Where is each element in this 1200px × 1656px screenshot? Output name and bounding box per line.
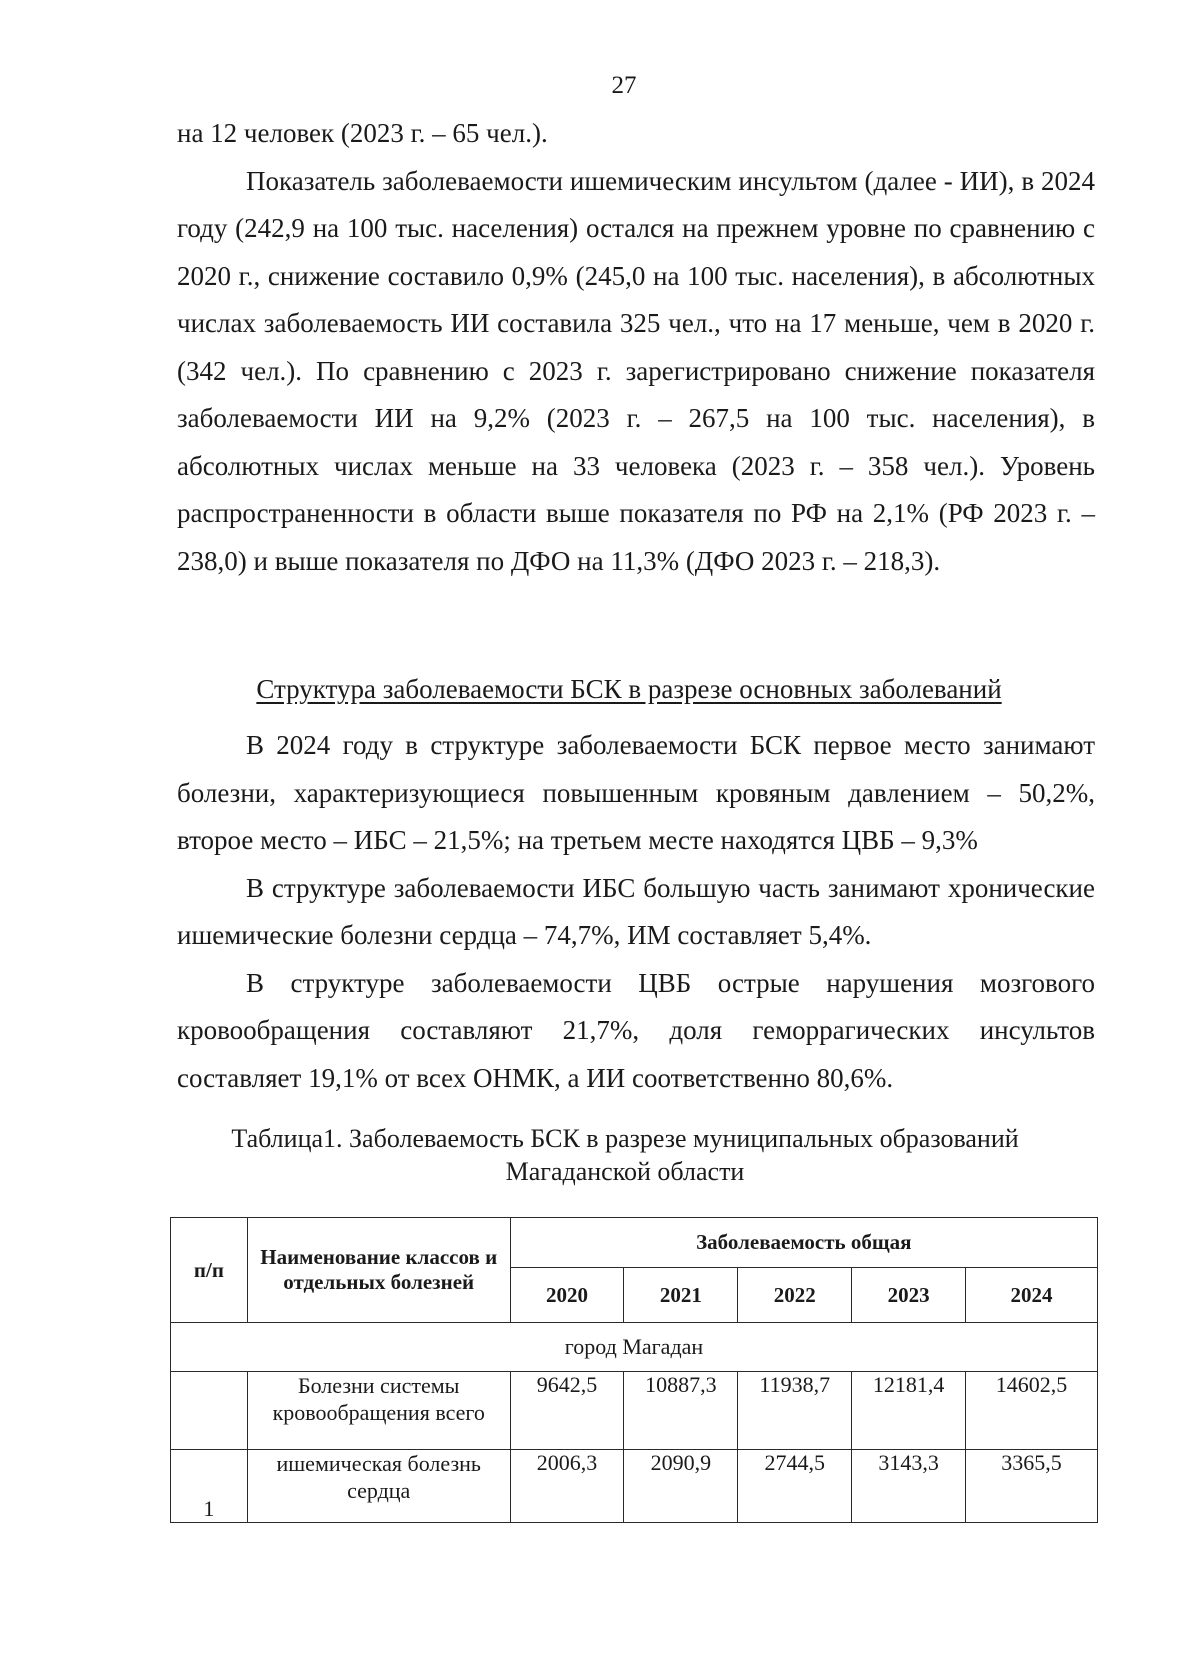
row-index: 1 [171,1450,248,1523]
row-value: 11938,7 [738,1372,852,1450]
body-text-top [177,110,1095,585]
header-year: 2020 [510,1268,624,1323]
header-year: 2023 [852,1268,966,1323]
paragraph-continuation: на 12 человек (2023 г. – 65 чел.). [177,118,548,148]
row-name: ишемическая болезнь сердца [247,1450,510,1523]
paragraph-structure-ibs: В структуре заболеваемости ИБС большую часть занимают хронические ишемические болезни сердца – 74,7%, ИМ составляет 5,4%. [177,872,1095,950]
table-caption-line1: Таблица1. Заболеваемость БСК в разрезе муниципальных образований [231,1124,1019,1153]
header-name: Наименование классов и отдельных болезней [247,1218,510,1323]
header-morbidity-group: Заболеваемость общая [510,1218,1097,1268]
row-name: Болезни системы кровообращения всего [247,1372,510,1450]
section-heading: Структура заболеваемости БСК в разрезе основных заболеваний [256,674,1002,704]
section-row [171,1323,1098,1372]
row-value: 14602,5 [966,1372,1098,1450]
paragraph-structure-bsk: В 2024 году в структуре заболеваемости БСК первое место занимают болезни, характеризующиеся повышенным кровяным давлением – 50,2%, второе место – ИБС – 21,5%; на третьем месте находятся ЦВБ – 9,3% [177,730,1095,855]
header-index: п/п [171,1218,248,1323]
paragraph-ischemic-stroke: Показатель заболеваемости ишемическим инсультом (далее - ИИ), в 2024 году (242,9 на 100 тыс. населения) остался на прежнем уровне по сравнению с 2020 г., снижение составило 0,9% (245,0 на 100 тыс. населения), в абсолютных числах заболеваемость ИИ составила 325 чел., что на 17 меньше, чем в 2020 г. (342 чел.). По сравнению с 2023 г. зарегистрировано снижение показателя заболеваемости ИИ на 9,2% (2023 г. – 267,5 на 100 тыс. населения), в абсолютных числах меньше на 33 человека (2023 г. – 358 чел.). Уровень распространенности в области выше показателя по РФ на 2,1% (РФ 2023 г. – 238,0) и выше показателя по ДФО на 11,3% (ДФО 2023 г. – 218,3). [177,165,1095,576]
table-row [171,1372,1098,1450]
row-value: 3143,3 [852,1450,966,1523]
header-year: 2024 [966,1268,1098,1323]
page-number: 27 [611,72,637,99]
table-caption [160,1122,1090,1188]
row-value: 2744,5 [738,1450,852,1523]
row-value: 2006,3 [510,1450,624,1523]
header-year: 2022 [738,1268,852,1323]
row-value: 10887,3 [624,1372,738,1450]
row-value: 12181,4 [852,1372,966,1450]
row-value: 3365,5 [966,1450,1098,1523]
row-value: 9642,5 [510,1372,624,1450]
section-label: город Магадан [171,1323,1098,1372]
table-caption-line2: Магаданской области [505,1157,745,1186]
row-index [171,1372,248,1450]
row-value: 2090,9 [624,1450,738,1523]
table-row [171,1450,1098,1523]
header-year: 2021 [624,1268,738,1323]
paragraph-structure-cvd: В структуре заболеваемости ЦВБ острые нарушения мозгового кровообращения составляют 21,7%, доля геморрагических инсультов составляет 19,1% от всех ОНМК, а ИИ соответственно 80,6%. [177,967,1095,1093]
morbidity-table [170,1217,1098,1523]
body-text-structure [177,722,1095,1102]
